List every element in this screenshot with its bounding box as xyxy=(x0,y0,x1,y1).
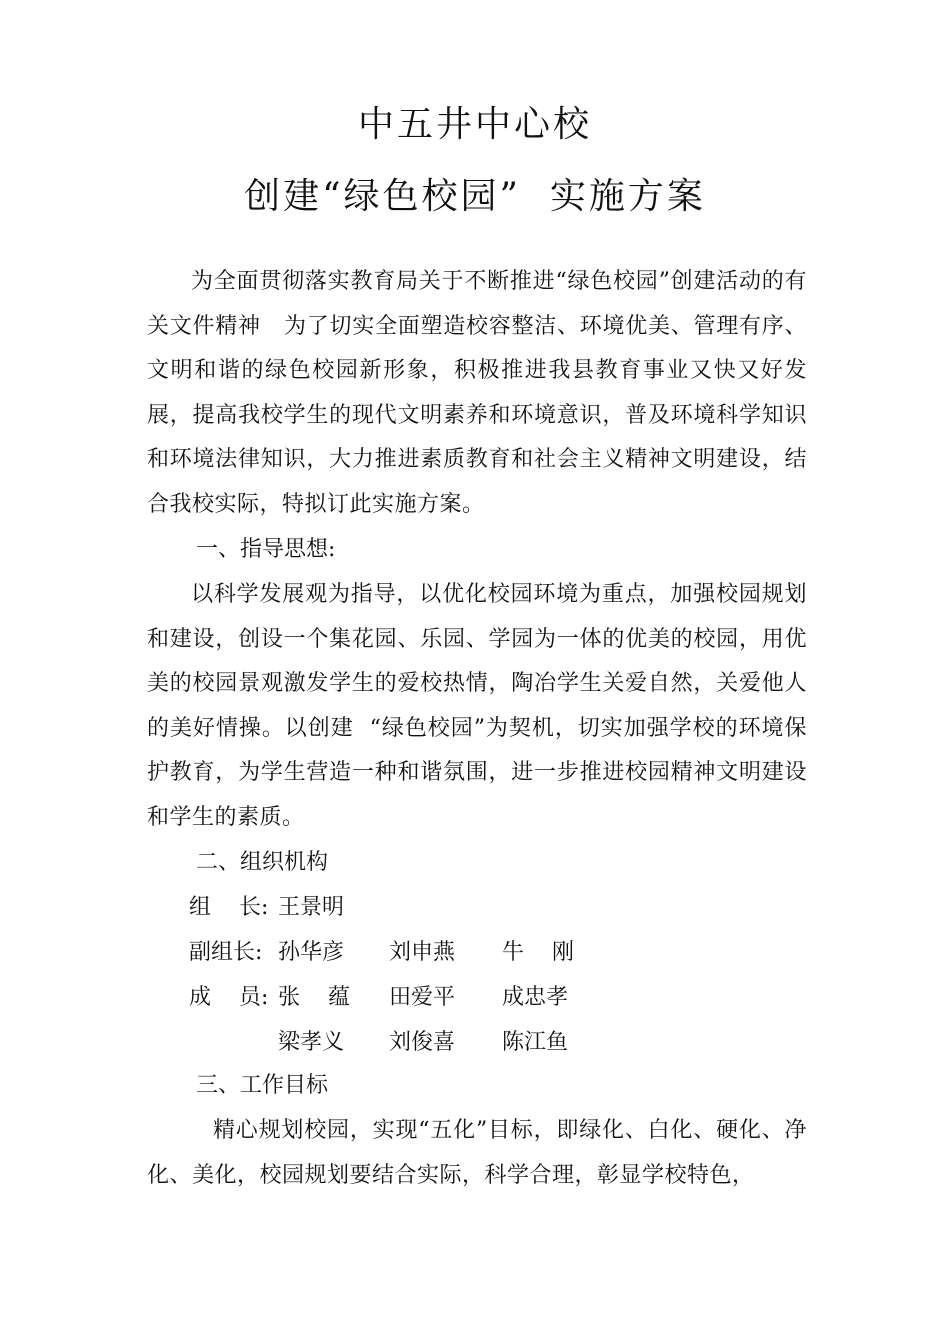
member-name: 田爱平 xyxy=(389,985,456,1010)
section-heading-work-goals: 三、工作目标 xyxy=(196,1073,329,1098)
document-title: 中五井中心校 xyxy=(357,104,592,145)
guiding-thought-paragraph: 以科学发展观为指导，以优化校园环境为重点，加强校园规划和建设，创设一个集花园、乐园、学园为一体的优美的校园，用优美的校园景观激发学生的爱校热情，陶冶学生关爱自然，关爱他人的美好情操。以创建 “绿色校园”为契机，切实加强学校的环境保护教育，为学生营造一种和谐氛围，进一步推进校园精神文明建设和学生的素质。 xyxy=(147,582,807,830)
intro-paragraph: 为全面贯彻落实教育局关于不断推进“绿色校园”创建活动的有关文件精神 为了切实全面塑造校容整洁、环境优美、管理有序、文明和谐的绿色校园新形象，积极推进我县教育事业又快又好发展，提高我校学生的现代文明素养和环境意识，普及环境科学知识和环境法律知识，大力推进素质教育和社会主义精神文明建设，结合我校实际，特拟订此实施方案。 xyxy=(147,269,807,517)
member-label: 成 员: xyxy=(189,985,269,1010)
document-subtitle: 创建“绿色校园” 实施方案 xyxy=(244,176,706,217)
member-name: 张 蕴 xyxy=(278,985,350,1010)
deputy-name: 牛 刚 xyxy=(502,940,574,965)
deputy-name: 刘申燕 xyxy=(389,940,456,965)
member-name: 刘俊喜 xyxy=(389,1030,456,1055)
member-name: 梁孝义 xyxy=(278,1030,345,1055)
section-heading-guiding-thought: 一、指导思想: xyxy=(196,537,336,562)
section-heading-organization: 二、组织机构 xyxy=(196,850,329,875)
work-goals-paragraph: 精心规划校园，实现“五化”目标，即绿化、白化、硬化、净化、美化，校园规划要结合实际，科学合理，彰显学校特色， xyxy=(147,1118,807,1188)
leader-label: 组 长: xyxy=(189,895,269,920)
member-name: 成忠孝 xyxy=(502,985,569,1010)
deputy-name: 孙华彦 xyxy=(278,940,345,965)
member-name: 陈江鱼 xyxy=(502,1030,569,1055)
leader-name: 王景明 xyxy=(278,895,345,920)
deputy-label: 副组长: xyxy=(189,940,263,965)
